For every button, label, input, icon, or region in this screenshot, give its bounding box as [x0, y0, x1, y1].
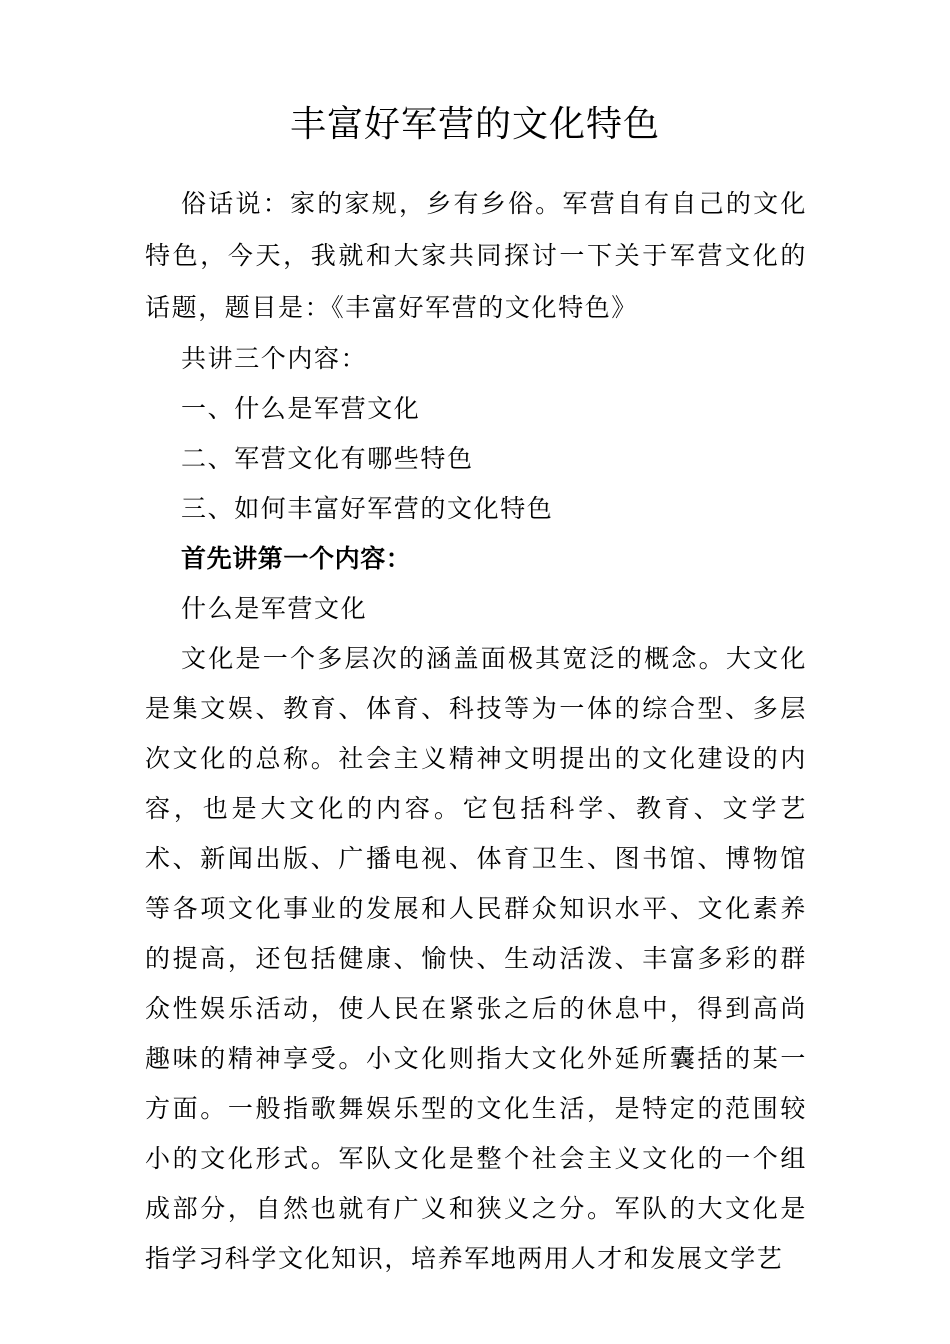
document-title: 丰富好军营的文化特色	[289, 104, 660, 145]
section-heading: 什么是军营文化	[181, 594, 368, 623]
outline-heading: 共讲三个内容：	[181, 344, 368, 373]
outline-item-1: 一、什么是军营文化	[181, 394, 421, 423]
outline-item-3: 三、如何丰富好军营的文化特色	[181, 494, 554, 523]
document-body	[145, 178, 807, 1284]
intro-paragraph: 俗话说：家的家规，乡有乡俗。军营自有自己的文化特色，今天，我就和大家共同探讨一下关于军营文化的话题，题目是：《丰富好军营的文化特色》	[145, 189, 807, 322]
outline-item-2: 二、军营文化有哪些特色	[181, 444, 474, 473]
section-lead: 首先讲第一个内容：	[181, 544, 412, 573]
body-paragraph: 文化是一个多层次的涵盖面极其宽泛的概念。大文化是集文娱、教育、体育、科技等为一体的综合型、多层次文化的总称。社会主义精神文明提出的文化建设的内容，也是大文化的内容。它包括科学、教育、文学艺术、新闻出版、广播电视、体育卫生、图书馆、博物馆等各项文化事业的发展和人民群众知识水平、文化素养的提高，还包括健康、愉快、生动活泼、丰富多彩的群众性娱乐活动，使人民在紧张之后的休息中，得到高尚趣味的精神享受。小文化则指大文化外延所囊括的某一方面。一般指歌舞娱乐型的文化生活，是特定的范围较小的文化形式。军队文化是整个社会主义文化的一个组成部分，自然也就有广义和狭义之分。军队的大文化是指学习科学文化知识，培养军地两用人才和发展文学艺	[145, 644, 807, 1273]
